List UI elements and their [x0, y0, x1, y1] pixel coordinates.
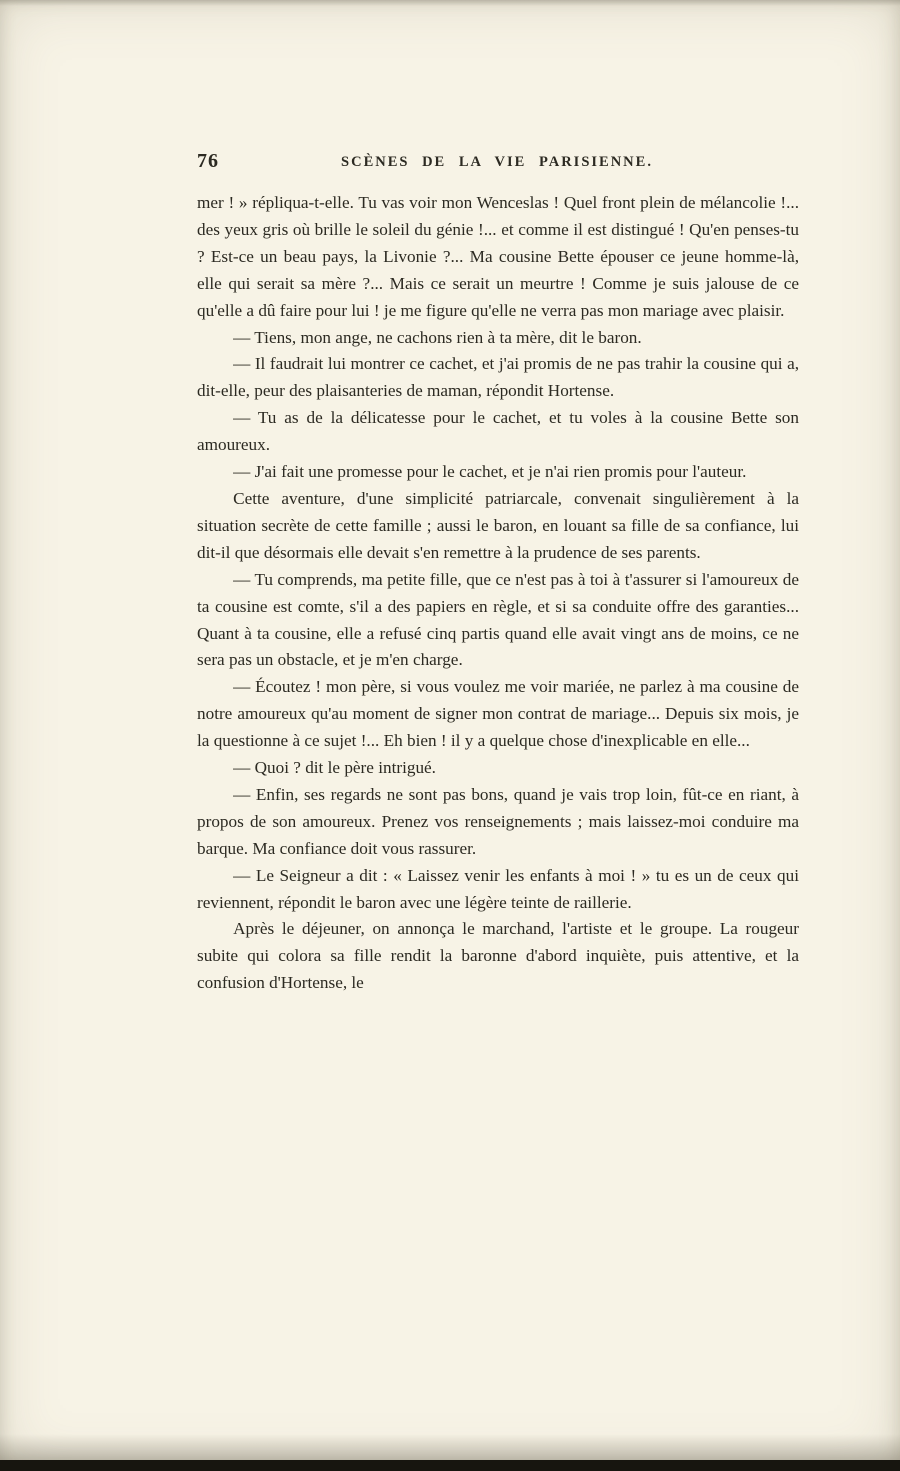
scan-bottom-shadow	[0, 1434, 900, 1460]
text-paragraph: — Le Seigneur a dit : « Laissez venir les enfants à moi ! » tu es un de ceux qui reviennent, répondit le baron avec une légère teinte de raillerie.	[197, 865, 799, 912]
text-paragraph: — J'ai fait une promesse pour le cachet, et je n'ai rien promis pour l'auteur.	[233, 462, 747, 482]
page-header	[197, 150, 797, 180]
text-paragraph: Après le déjeuner, on annonça le marchand, l'artiste et le groupe. La rougeur subite qui colora sa fille rendit la baronne d'abord inquiète, puis attentive, et la confusion d'Hortense, le	[197, 919, 799, 993]
text-paragraph: — Il faudrait lui montrer ce cachet, et j'ai promis de ne pas trahir la cousine qui a, dit-elle, peur des plaisanteries de maman, répondit Hortense.	[197, 354, 799, 401]
running-title: SCÈNES DE LA VIE PARISIENNE.	[341, 154, 653, 170]
text-paragraph: mer ! » répliqua-t-elle. Tu vas voir mon Wenceslas ! Quel front plein de mélancolie !... des yeux gris où brille le soleil du génie !... et comme il est distingué ! Qu'en penses-tu ? Est-ce un beau pays, la Livonie ?... Ma cousine Bette épouser ce jeune homme-là, elle qui serait sa mère ?... Mais ce serait un meurtre ! Comme je suis jalouse de ce qu'elle a dû faire pour lui ! je me figure qu'elle ne verra pas mon mariage avec plaisir.	[197, 193, 799, 320]
text-paragraph: — Tiens, mon ange, ne cachons rien à ta mère, dit le baron.	[233, 327, 642, 347]
text-paragraph: — Tu comprends, ma petite fille, que ce n'est pas à toi à t'assurer si l'amoureux de ta cousine est comte, s'il a des papiers en règle, et si sa conduite offre des garanties... Quant à ta cousine, elle a refusé cinq partis quand elle avait vingt ans de moins, ce ne sera pas un obstacle, et je m'en charge.	[197, 569, 799, 670]
text-paragraph: — Enfin, ses regards ne sont pas bons, quand je vais trop loin, fût-ce en riant, à propos de son amoureux. Prenez vos renseignements ; mais laissez-moi conduire ma barque. Ma confiance doit vous rassurer.	[197, 784, 799, 858]
text-paragraph: — Écoutez ! mon père, si vous voulez me voir mariée, ne parlez à ma cousine de notre amoureux qu'au moment de signer mon contrat de mariage... Depuis six mois, je la questionne à ce sujet !... Eh bien ! il y a quelque chose d'inexplicable en elle...	[197, 677, 799, 751]
text-paragraph: — Tu as de la délicatesse pour le cachet, et tu voles à la cousine Bette son amoureux.	[197, 408, 799, 455]
body-text	[197, 190, 799, 997]
scan-top-edge	[0, 0, 900, 6]
page-number: 76	[197, 150, 219, 172]
scan-bottom-edge	[0, 1460, 900, 1471]
text-paragraph: — Quoi ? dit le père intrigué.	[233, 758, 436, 778]
text-paragraph: Cette aventure, d'une simplicité patriarcale, convenait singulièrement à la situation secrète de cette famille ; aussi le baron, en louant sa fille de sa confiance, lui dit-il que désormais elle devait s'en remettre à la prudence de ses parents.	[197, 488, 799, 562]
